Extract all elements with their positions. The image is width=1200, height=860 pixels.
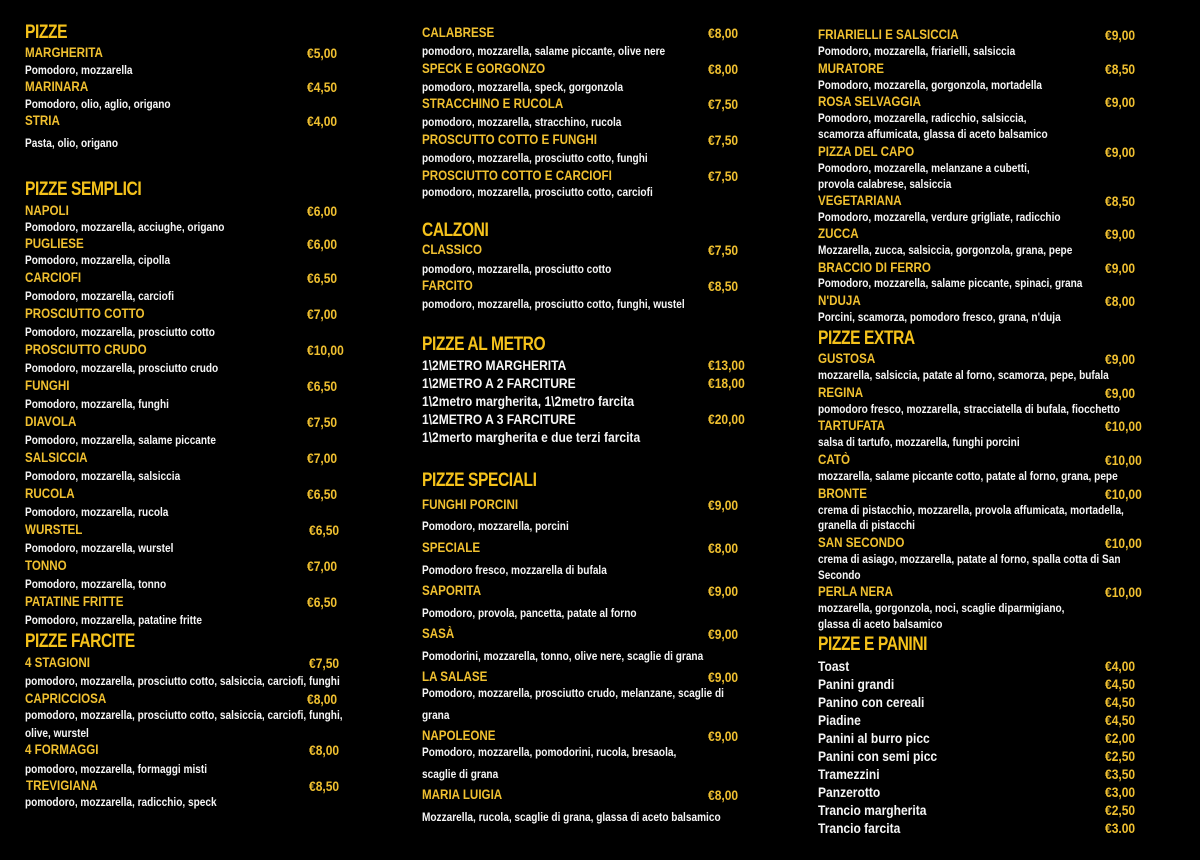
item-name: PROSCIUTTO CRUDO bbox=[25, 342, 147, 357]
panini-item-name: Piadine bbox=[818, 712, 861, 728]
item-desc: Pomodoro fresco, mozzarella di bufala bbox=[422, 563, 607, 577]
item-price: €7,50 bbox=[307, 414, 338, 430]
item-desc: Mozzarella, rucola, scaglie di grana, glassa di aceto balsamico bbox=[422, 810, 721, 824]
item-price: €8,00 bbox=[708, 25, 739, 41]
item-name: SASÀ bbox=[422, 626, 455, 641]
item-name: SAN SECONDO bbox=[818, 535, 905, 550]
item-name: CALABRESE bbox=[422, 25, 495, 40]
item-desc: pomodoro, mozzarella, stracchino, rucola bbox=[422, 115, 622, 129]
item-desc: Pomodorini, mozzarella, tonno, olive nere, scaglie di grana bbox=[422, 649, 704, 663]
item-price: €6,50 bbox=[307, 594, 338, 610]
item-desc: Pomodoro, mozzarella, prosciutto crudo bbox=[25, 361, 219, 375]
item-desc: Pomodoro, olio, aglio, origano bbox=[25, 97, 171, 111]
item-name: BRACCIO DI FERRO bbox=[818, 260, 931, 275]
item-desc: Pomodoro, mozzarella, carciofi bbox=[25, 289, 174, 303]
item-name: WURSTEL bbox=[25, 522, 83, 537]
item-price: €8,50 bbox=[708, 278, 739, 294]
item-name: CLASSICO bbox=[422, 242, 482, 257]
item-name: SPECK E GORGONZO bbox=[422, 61, 546, 76]
item-desc: Pomodoro, mozzarella, tonno bbox=[25, 577, 167, 591]
panini-item-price: €4,50 bbox=[1105, 676, 1136, 692]
item-price: €7,50 bbox=[309, 655, 340, 671]
item-name: N'DUJA bbox=[818, 293, 861, 308]
item-desc: 1\2merto margherita e due terzi farcita bbox=[422, 429, 641, 445]
item-price: €6,50 bbox=[307, 378, 338, 394]
item-desc: pomodoro, mozzarella, prosciutto cotto, carciofi bbox=[422, 185, 653, 199]
item-price: €10,00 bbox=[1105, 486, 1142, 502]
item-name: RUCOLA bbox=[25, 486, 75, 501]
item-name: GUSTOSA bbox=[818, 351, 876, 366]
item-name: NAPOLI bbox=[25, 203, 69, 218]
item-price: €4,50 bbox=[307, 79, 338, 95]
item-name: REGINA bbox=[818, 385, 864, 400]
item-price: €7,00 bbox=[307, 558, 338, 574]
item-desc: glassa di aceto balsamico bbox=[818, 617, 943, 631]
item-price: €9,00 bbox=[1105, 94, 1136, 110]
item-desc: pomodoro, mozzarella, salame piccante, olive nere bbox=[422, 44, 666, 58]
item-desc: Pomodoro, mozzarella, rucola bbox=[25, 505, 169, 519]
panini-item-name: Toast bbox=[818, 658, 850, 674]
item-desc: scamorza affumicata, glassa di aceto balsamico bbox=[818, 127, 1048, 141]
item-name: MARGHERITA bbox=[25, 45, 103, 60]
item-price: €8,50 bbox=[1105, 193, 1136, 209]
item-desc: grana bbox=[422, 708, 450, 722]
item-desc: Pomodoro, mozzarella, prosciutto crudo, melanzane, scaglie di bbox=[422, 686, 724, 700]
item-desc: mozzarella, gorgonzola, noci, scaglie diparmigiano, bbox=[818, 601, 1065, 615]
item-price: €9,00 bbox=[708, 497, 739, 513]
item-desc: crema di asiago, mozzarella, patate al forno, spalla cotta di San bbox=[818, 552, 1121, 566]
item-name: CATÒ bbox=[818, 452, 851, 467]
item-desc: pomodoro, mozzarella, prosciutto cotto, funghi, wustel bbox=[422, 297, 685, 311]
section-title-calzoni: CALZONI bbox=[422, 220, 489, 241]
panini-item-price: €3.00 bbox=[1105, 820, 1136, 836]
panini-item-price: €4,00 bbox=[1105, 658, 1136, 674]
item-desc: Pomodoro, mozzarella, verdure grigliate, radicchio bbox=[818, 210, 1061, 224]
item-price: €6,00 bbox=[307, 236, 338, 252]
item-price: €5,00 bbox=[307, 45, 338, 61]
item-price: €8,50 bbox=[309, 778, 340, 794]
item-name: FARCITO bbox=[422, 278, 473, 293]
item-price: €7,00 bbox=[307, 306, 338, 322]
item-price: €7,00 bbox=[307, 450, 338, 466]
item-name: TARTUFATA bbox=[818, 418, 886, 433]
panini-item-name: Panzerotto bbox=[818, 784, 881, 800]
section-title-pizze-al-metro: PIZZE AL METRO bbox=[422, 334, 546, 355]
item-desc: pomodoro, mozzarella, prosciutto cotto, funghi bbox=[422, 151, 648, 165]
item-desc: scaglie di grana bbox=[422, 767, 499, 781]
item-name: VEGETARIANA bbox=[818, 193, 902, 208]
item-price: €8,00 bbox=[708, 540, 739, 556]
item-name: SAPORITA bbox=[422, 583, 482, 598]
panini-item-name: Trancio farcita bbox=[818, 820, 901, 836]
item-price: €9,00 bbox=[1105, 385, 1136, 401]
item-price: €8,00 bbox=[708, 61, 739, 77]
panini-item-name: Panini al burro picc bbox=[818, 730, 930, 746]
section-title-pizze-speciali: PIZZE SPECIALI bbox=[422, 470, 537, 491]
panini-item-price: €2,50 bbox=[1105, 748, 1136, 764]
item-price: €6,50 bbox=[307, 486, 338, 502]
item-desc: Pomodoro, mozzarella, gorgonzola, mortadella bbox=[818, 78, 1043, 92]
item-desc: Pomodoro, mozzarella bbox=[25, 63, 133, 77]
item-name: SPECIALE bbox=[422, 540, 481, 555]
item-name: MARIA LUIGIA bbox=[422, 787, 503, 802]
section-title-pizze-farcite: PIZZE FARCITE bbox=[25, 631, 135, 652]
item-name: STRACCHINO E RUCOLA bbox=[422, 96, 564, 111]
item-price: €9,00 bbox=[1105, 351, 1136, 367]
item-name: CAPRICCIOSA bbox=[25, 691, 107, 706]
item-price: €9,00 bbox=[708, 583, 739, 599]
item-name: FUNGHI PORCINI bbox=[422, 497, 519, 512]
section-title-pizze-e-panini: PIZZE E PANINI bbox=[818, 634, 928, 655]
item-desc: pomodoro, mozzarella, prosciutto cotto, salsiccia, carciofi, funghi bbox=[25, 674, 340, 688]
item-price: €9,00 bbox=[708, 669, 739, 685]
item-desc: Pomodoro, mozzarella, pomodorini, rucola, bresaola, bbox=[422, 745, 677, 759]
item-price: €9,00 bbox=[1105, 27, 1136, 43]
item-price: €10,00 bbox=[1105, 584, 1142, 600]
item-price: €7,50 bbox=[708, 132, 739, 148]
item-name: PROSCIUTTO COTTO E CARCIOFI bbox=[422, 168, 612, 183]
item-name: PROSCIUTTO COTTO bbox=[25, 306, 145, 321]
item-price: €10,00 bbox=[1105, 535, 1142, 551]
item-desc: granella di pistacchi bbox=[818, 518, 915, 532]
panini-item-price: €4,50 bbox=[1105, 712, 1136, 728]
item-price: €10,00 bbox=[1105, 418, 1142, 434]
item-desc: pomodoro, mozzarella, prosciutto cotto bbox=[422, 262, 612, 276]
item-name: BRONTE bbox=[818, 486, 868, 501]
item-name: FRIARIELLI E SALSICCIA bbox=[818, 27, 959, 42]
item-price: €20,00 bbox=[708, 411, 745, 427]
item-price: €8,00 bbox=[309, 742, 340, 758]
item-desc: Mozzarella, zucca, salsiccia, gorgonzola, grana, pepe bbox=[818, 243, 1073, 257]
panini-item-name: Panino con cereali bbox=[818, 694, 925, 710]
item-desc: Pomodoro, mozzarella, wurstel bbox=[25, 541, 174, 555]
item-desc: 1\2metro margherita, 1\2metro farcita bbox=[422, 393, 635, 409]
item-price: €10,00 bbox=[307, 342, 344, 358]
item-desc: Pomodoro, mozzarella, friarielli, salsiccia bbox=[818, 44, 1016, 58]
item-name: PATATINE FRITTE bbox=[25, 594, 124, 609]
item-price: €9,00 bbox=[1105, 144, 1136, 160]
item-desc: pomodoro fresco, mozzarella, stracciatella di bufala, fiocchetto bbox=[818, 402, 1120, 416]
item-name: PUGLIESE bbox=[25, 236, 84, 251]
item-price: €9,00 bbox=[708, 626, 739, 642]
item-desc: olive, wurstel bbox=[25, 726, 89, 740]
item-desc: Pomodoro, provola, pancetta, patate al forno bbox=[422, 606, 637, 620]
item-name: 1\2METRO A 3 FARCITURE bbox=[422, 411, 576, 427]
item-name: NAPOLEONE bbox=[422, 728, 496, 743]
item-desc: Secondo bbox=[818, 568, 861, 582]
item-name: 1\2METRO A 2 FARCITURE bbox=[422, 375, 576, 391]
item-desc: Pomodoro, mozzarella, funghi bbox=[25, 397, 169, 411]
section-title-pizze: PIZZE bbox=[25, 22, 68, 43]
item-desc: Pomodoro, mozzarella, salsiccia bbox=[25, 469, 181, 483]
item-price: €8,00 bbox=[708, 787, 739, 803]
panini-item-name: Trancio margherita bbox=[818, 802, 927, 818]
item-name: ROSA SELVAGGIA bbox=[818, 94, 921, 109]
item-price: €9,00 bbox=[1105, 260, 1136, 276]
item-desc: Pomodoro, mozzarella, melanzane a cubetti, bbox=[818, 161, 1030, 175]
item-price: €4,00 bbox=[307, 113, 338, 129]
item-desc: provola calabrese, salsiccia bbox=[818, 177, 952, 191]
item-name: 1\2METRO MARGHERITA bbox=[422, 357, 567, 373]
item-desc: Pomodoro, mozzarella, salame piccante, spinaci, grana bbox=[818, 276, 1083, 290]
item-name: SALSICCIA bbox=[25, 450, 88, 465]
item-price: €8,50 bbox=[1105, 61, 1136, 77]
item-name: MARINARA bbox=[25, 79, 89, 94]
panini-item-name: Panini grandi bbox=[818, 676, 895, 692]
item-desc: Porcini, scamorza, pomodoro fresco, grana, n'duja bbox=[818, 310, 1061, 324]
item-desc: pomodoro, mozzarella, radicchio, speck bbox=[25, 795, 217, 809]
item-price: €7,50 bbox=[708, 96, 739, 112]
panini-item-name: Tramezzini bbox=[818, 766, 880, 782]
item-name: 4 FORMAGGI bbox=[25, 742, 99, 757]
item-price: €6,50 bbox=[307, 270, 338, 286]
item-price: €13,00 bbox=[708, 357, 745, 373]
item-desc: Pasta, olio, origano bbox=[25, 136, 118, 150]
item-price: €7,50 bbox=[708, 168, 739, 184]
item-name: LA SALASE bbox=[422, 669, 488, 684]
item-desc: pomodoro, mozzarella, speck, gorgonzola bbox=[422, 80, 624, 94]
item-name: MURATORE bbox=[818, 61, 885, 76]
item-name: ZUCCA bbox=[818, 226, 859, 241]
item-desc: Pomodoro, mozzarella, porcini bbox=[422, 519, 569, 533]
item-desc: mozzarella, salame piccante cotto, patate al forno, grana, pepe bbox=[818, 469, 1118, 483]
item-price: €6,00 bbox=[307, 203, 338, 219]
item-desc: crema di pistacchio, mozzarella, provola affumicata, mortadella, bbox=[818, 503, 1124, 517]
item-price: €8,00 bbox=[307, 691, 338, 707]
item-desc: mozzarella, salsiccia, patate al forno, scamorza, pepe, bufala bbox=[818, 368, 1109, 382]
item-desc: Pomodoro, mozzarella, salame piccante bbox=[25, 433, 217, 447]
item-desc: pomodoro, mozzarella, formaggi misti bbox=[25, 762, 208, 776]
item-desc: Pomodoro, mozzarella, patatine fritte bbox=[25, 613, 202, 627]
item-desc: salsa di tartufo, mozzarella, funghi porcini bbox=[818, 435, 1020, 449]
panini-item-price: €3,50 bbox=[1105, 766, 1136, 782]
item-desc: Pomodoro, mozzarella, radicchio, salsiccia, bbox=[818, 111, 1027, 125]
item-name: 4 STAGIONI bbox=[25, 655, 90, 670]
item-desc: Pomodoro, mozzarella, prosciutto cotto bbox=[25, 325, 215, 339]
panini-item-price: €3,00 bbox=[1105, 784, 1136, 800]
item-name: TONNO bbox=[25, 558, 67, 573]
item-name: PROSCUTTO COTTO E FUNGHI bbox=[422, 132, 598, 147]
item-name: DIAVOLA bbox=[25, 414, 77, 429]
item-name: TREVIGIANA bbox=[26, 778, 98, 793]
panini-item-price: €2,00 bbox=[1105, 730, 1136, 746]
item-price: €18,00 bbox=[708, 375, 745, 391]
item-price: €9,00 bbox=[708, 728, 739, 744]
item-name: STRIA bbox=[25, 113, 60, 128]
item-desc: Pomodoro, mozzarella, cipolla bbox=[25, 253, 171, 267]
section-title-pizze-semplici: PIZZE SEMPLICI bbox=[25, 179, 142, 200]
panini-item-price: €2,50 bbox=[1105, 802, 1136, 818]
item-price: €6,50 bbox=[309, 522, 340, 538]
panini-item-price: €4,50 bbox=[1105, 694, 1136, 710]
item-price: €10,00 bbox=[1105, 452, 1142, 468]
panini-item-name: Panini con semi picc bbox=[818, 748, 938, 764]
item-desc: Pomodoro, mozzarella, acciughe, origano bbox=[25, 220, 225, 234]
item-name: PIZZA DEL CAPO bbox=[818, 144, 915, 159]
item-desc: pomodoro, mozzarella, prosciutto cotto, salsiccia, carciofi, funghi, bbox=[25, 708, 343, 722]
item-name: PERLA NERA bbox=[818, 584, 894, 599]
item-price: €9,00 bbox=[1105, 226, 1136, 242]
item-price: €8,00 bbox=[1105, 293, 1136, 309]
section-title-pizze-extra: PIZZE EXTRA bbox=[818, 328, 915, 349]
item-price: €7,50 bbox=[708, 242, 739, 258]
item-name: CARCIOFI bbox=[25, 270, 82, 285]
item-name: FUNGHI bbox=[25, 378, 70, 393]
